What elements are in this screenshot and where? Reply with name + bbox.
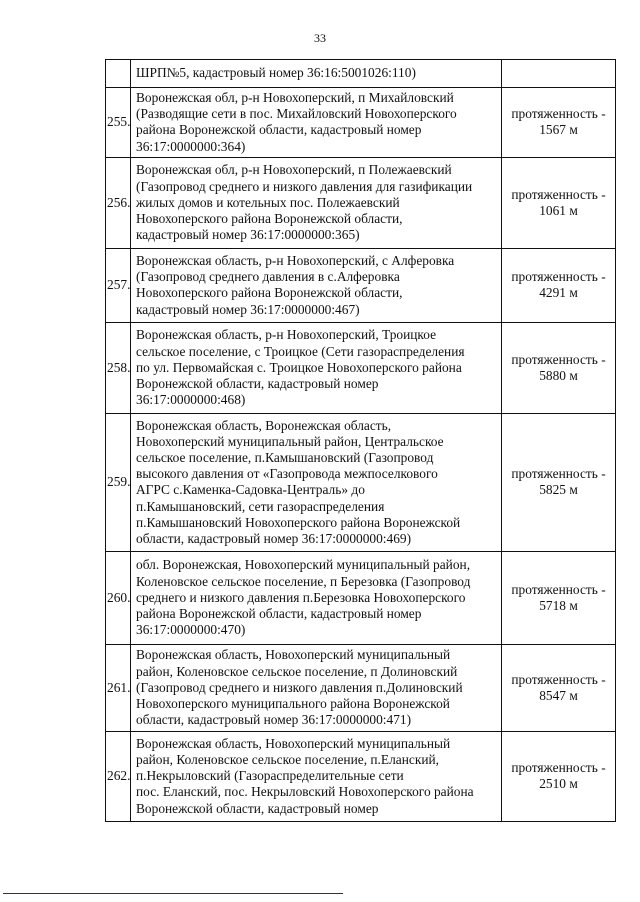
object-description: Воронежская обл, р-н Новохоперский, п Михайловский (Разводящие сети в пос. Михайловский Новохоперского района Воронежской области, кадастровый номер 36:17:0000000:364) xyxy=(131,88,502,158)
object-length: протяженность - 4291 м xyxy=(502,248,616,322)
object-description: Воронежская область, р-н Новохоперский, с Алферовка (Газопровод среднего давления в с.Алферовка Новохоперского района Воронежской области, кадастровый номер 36:17:0000000:467) xyxy=(131,248,502,322)
table-row xyxy=(106,248,616,322)
object-description: Воронежская область, Новохоперский муниципальный район, Коленовское сельское поселение, п Долиновский (Газопровод среднего и низкого давления п.Долиновский Новохоперского муниципального района Воронежской области, кадастровый номер 36:17:0000000:471) xyxy=(131,644,502,731)
object-length: протяженность - 5825 м xyxy=(502,413,616,551)
object-length: протяженность - 5718 м xyxy=(502,551,616,644)
row-number: 260. xyxy=(106,551,131,644)
object-length: протяженность - 1061 м xyxy=(502,157,616,248)
row-number: 255. xyxy=(106,88,131,158)
object-length: протяженность - 5880 м xyxy=(502,322,616,413)
object-description: Воронежская область, Воронежская область, Новохоперский муниципальный район, Центральское сельское поселение, п.Камышановский (Газопровод высокого давления от «Газопровода межпоселкового АГРС с.Каменка-Садовка-Централь» до п.Камышановский, сети газораспределения п.Камышановский Новохоперского района Воронежской области, кадастровый номер 36:17:0000000:469) xyxy=(131,413,502,551)
object-length: протяженность - 1567 м xyxy=(502,88,616,158)
object-length: протяженность - 2510 м xyxy=(502,731,616,821)
page-number: 33 xyxy=(314,31,326,45)
row-number: 256. xyxy=(106,157,131,248)
table-row-continued xyxy=(106,60,616,88)
registry-table xyxy=(105,59,616,822)
bottom-rule xyxy=(3,893,343,894)
object-length: протяженность - 8547 м xyxy=(502,644,616,731)
row-number-cell xyxy=(106,60,131,88)
table-row xyxy=(106,413,616,551)
object-description: обл. Воронежская, Новохоперский муниципальный район, Коленовское сельское поселение, п Березовка (Газопровод среднего и низкого давления п.Березовка Новохоперского района Воронежской области, кадастровый номер 36:17:0000000:470) xyxy=(131,551,502,644)
table-row xyxy=(106,731,616,821)
table-row xyxy=(106,322,616,413)
table-row xyxy=(106,551,616,644)
table-row xyxy=(106,644,616,731)
row-number: 262. xyxy=(106,731,131,821)
row-number: 257. xyxy=(106,248,131,322)
object-description: Воронежская обл, р-н Новохоперский, п Полежаевский (Газопровод среднего и низкого давления для газификации жилых домов и котельных пос. Полежаевский Новохоперского района Воронежской области, кадастровый номер 36:17:0000000:365) xyxy=(131,157,502,248)
row-number: 258. xyxy=(106,322,131,413)
object-description: ШРП№5, кадастровый номер 36:16:5001026:110) xyxy=(131,60,502,88)
object-description: Воронежская область, Новохоперский муниципальный район, Коленовское сельское поселение, п.Еланский, п.Некрыловский (Газораспределительные сети пос. Еланский, пос. Некрыловский Новохоперского района Воронежской области, кадастровый номер xyxy=(131,731,502,821)
table-row xyxy=(106,157,616,248)
object-length xyxy=(502,60,616,88)
table-row xyxy=(106,88,616,158)
row-number: 261. xyxy=(106,644,131,731)
row-number: 259. xyxy=(106,413,131,551)
object-description: Воронежская область, р-н Новохоперский, Троицкое сельское поселение, с Троицкое (Сети газораспределения по ул. Первомайская с. Троицкое Новохоперского района Воронежской области, кадастровый номер 36:17:0000000:468) xyxy=(131,322,502,413)
